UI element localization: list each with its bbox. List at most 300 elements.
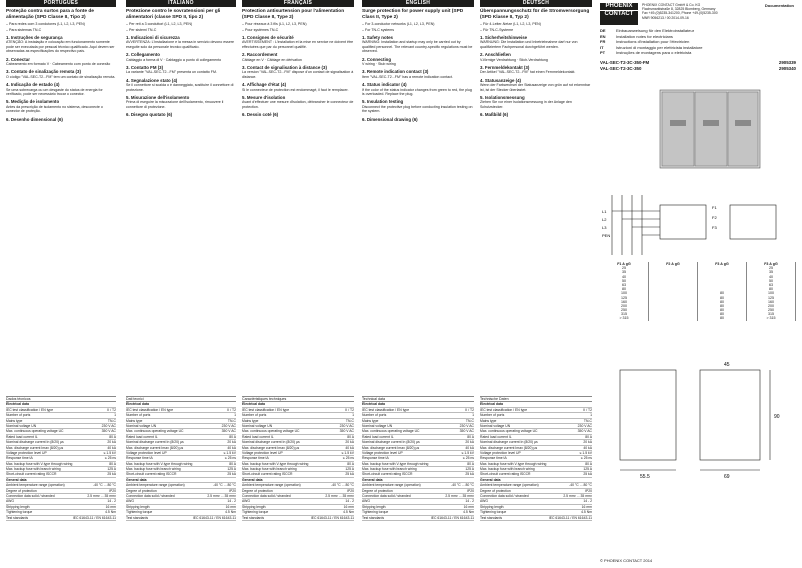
section-heading: 4. Status indicator (4)	[362, 82, 407, 88]
section-heading: 1. Instruções de segurança	[6, 35, 63, 40]
tech-table-title: Dados técnicos	[6, 396, 116, 402]
fuse-cell: > 315	[600, 316, 649, 320]
row-label: Number of ports	[362, 413, 387, 418]
row-label: Max. discharge current Imax (8/20) µs	[480, 445, 538, 450]
table-row	[6, 516, 116, 521]
row-label: Test standards	[242, 515, 265, 520]
row-value: 14 - 2	[107, 499, 116, 504]
lang-text: Einbauanweisung für den Elektroinstallateur	[616, 28, 695, 33]
section-heading: 4. Indicação de estado (4)	[6, 82, 60, 88]
tech-table-en	[362, 392, 474, 521]
section-text: Se uma sobrecarga ou um desgaste do status de energia for verificado, pode ser necessário trocar o conector.	[6, 87, 103, 97]
fuse-cell: 315	[747, 312, 796, 316]
section-heading: 2. Collegamento	[126, 52, 160, 58]
section-heading: 1. Consignes de sécurité	[242, 35, 294, 40]
row-label: Stripping length	[362, 504, 386, 509]
row-value: IEC 61643-11 / EN 61643-11	[72, 515, 116, 520]
row-value: 1	[472, 413, 474, 418]
fuse-cell: 80	[600, 287, 649, 291]
fuse-cell: 40	[747, 275, 796, 279]
row-label: AWG	[362, 499, 370, 504]
row-value: II / T2	[465, 407, 474, 412]
row-label: Short-circuit current rating ISCCR	[362, 472, 413, 477]
lang-text: Installation notes for electricians	[616, 33, 673, 39]
intro-line: – Per sistemi TN-C	[126, 27, 157, 32]
row-label: AWG	[126, 499, 134, 504]
column-english	[362, 0, 474, 122]
label-f3: F3	[712, 225, 717, 230]
row-value: 80 A	[585, 461, 592, 466]
row-label: Max. continuous operating voltage UC	[242, 429, 300, 434]
tech-table-pt	[6, 392, 116, 521]
section-heading: 5. Mesure d'isolation	[242, 95, 286, 101]
tech-table-title: Dati tecnici	[126, 396, 236, 402]
section-heading: 5. Insulation testing	[362, 99, 404, 105]
row-value: 1	[352, 413, 354, 418]
section-title: Surge protection for power supply unit (SPD Class II, Type 2)	[362, 9, 464, 20]
row-label: Response time tA	[242, 456, 269, 461]
row-label: Max. backup fuse with branch wiring	[6, 467, 61, 472]
row-value: 4.5 Nm	[343, 510, 354, 515]
fuse-cell: 80	[698, 312, 747, 316]
row-value: 25 kA	[107, 472, 116, 477]
row-label: Max. backup fuse with V-type through wiring	[480, 461, 547, 466]
row-value: 16 mm	[343, 504, 354, 509]
row-value: 16 mm	[105, 504, 116, 509]
section-heading: 2. Anschließen	[480, 52, 511, 58]
dim-width: 55.5	[640, 474, 650, 480]
row-label: Nominal discharge current In (8/20) µs	[242, 440, 300, 445]
row-value: 16 mm	[581, 504, 592, 509]
fuse-cell: 25	[600, 266, 649, 270]
intro-line: – Para redes com 3 condutores (L1, L2, L3, PEN)	[6, 22, 85, 27]
section-text: V wiring · Stub wiring	[362, 62, 396, 67]
doc-label: Documentation	[764, 3, 794, 8]
row-label: Max. backup fuse with V-type through wiring	[362, 461, 429, 466]
table-row	[480, 516, 592, 521]
section-text: Item "VAL-SEC-T2...FM" has a remote indication contact.	[362, 74, 453, 79]
row-label: Tightening torque	[6, 510, 33, 515]
row-value: 20 kA	[465, 440, 474, 445]
lang-code: PT	[600, 50, 606, 56]
row-label: Rated load current IL	[362, 434, 394, 439]
row-label: Nominal discharge current In (8/20) µs	[480, 440, 538, 445]
row-label: General data	[126, 477, 147, 482]
row-label: General data	[362, 477, 383, 482]
tech-table-title: Technische Daten	[480, 396, 592, 402]
row-value: 20 kA	[345, 440, 354, 445]
row-label: Test standards	[126, 515, 149, 520]
section-heading: 5. Misurazione dell'isolamento	[126, 95, 190, 101]
section-text: O código "VAL-SEC-T2...FM" tem um contato de sinalização remota.	[6, 74, 116, 79]
section-heading: 5. Medição de isolamento	[6, 99, 60, 105]
row-label: Tightening torque	[126, 510, 153, 515]
dimensional-drawing	[600, 340, 796, 550]
table-row	[242, 516, 354, 521]
fuse-table	[600, 262, 796, 321]
row-value: TN-C	[345, 418, 354, 423]
section-text: La version "VAL-SEC-T2...FM" dispose d'un contact de signalisation à distance.	[242, 70, 354, 79]
lang-header: DEUTSCH	[480, 0, 592, 7]
section-text: Disconnect the protective plug before conducting insulation testing on the system.	[362, 104, 473, 114]
row-label: Max. discharge current Imax (8/20) µs	[6, 445, 64, 450]
fuse-cell: 40	[600, 275, 649, 279]
lang-code: DE	[600, 28, 606, 33]
row-value: 40 kA	[107, 445, 116, 450]
section-heading: 4. Statusanzeige (4)	[480, 77, 521, 83]
row-label: Ambient temperature range (operation)	[362, 483, 421, 488]
row-label: Mains type	[362, 418, 379, 423]
row-value: 2.5 mm² ... 35 mm²	[445, 494, 474, 499]
row-value: 4.5 Nm	[581, 510, 592, 515]
fuse-cell: 80	[698, 291, 747, 295]
section-text: Der Artikel "VAL-SEC-T2...FM" hat einen Fernmeldekontakt.	[480, 70, 576, 75]
row-label: Electrical data	[6, 402, 29, 407]
row-value: 40 kA	[345, 445, 354, 450]
row-label: Max. backup fuse with branch wiring	[126, 467, 181, 472]
section-heading: 3. Fernmeldekontakt (3)	[480, 65, 530, 71]
row-value: ≤ 25 ns	[104, 456, 116, 461]
row-value: 2.5 mm² ... 35 mm²	[207, 494, 236, 499]
row-label: IEC test classification / EN type	[242, 407, 290, 412]
row-label: Voltage protection level UP	[126, 450, 167, 455]
spd-box	[660, 205, 706, 239]
copyright: © PHOENIX CONTACT 2014	[600, 558, 653, 563]
section-text: Se il connettore si scalda o è danneggiato, sostituire il connettore di protezione.	[126, 83, 234, 92]
row-label: Mains type	[6, 418, 23, 423]
tech-rows	[126, 402, 236, 521]
row-value: ≤ 1.5 kV	[341, 450, 354, 455]
row-label: Nominal discharge current In (8/20) µs	[126, 440, 184, 445]
row-label: IEC test classification / EN type	[362, 407, 410, 412]
intro-line: – Para sistemas TN-C	[6, 27, 42, 32]
lang-code: EN	[600, 33, 606, 39]
table-row	[362, 516, 474, 521]
section-text: V-förmige Verdrahtung · Stich-Verdrahtung	[480, 57, 548, 62]
tech-table-it	[126, 392, 236, 521]
row-label: Connection data solid / stranded	[480, 494, 529, 499]
section-heading: 4. Affichage d'état (4)	[242, 82, 287, 88]
row-value: ≤ 1.5 kV	[103, 450, 116, 455]
row-label: Nominal voltage UN	[242, 423, 273, 428]
product-name: VAL-SEC-T2-3C-350	[600, 66, 642, 71]
section-text: WARNING: Installation and startup may only be carried out by qualified personnel. The relevant country-specific regulations must be observed.	[362, 40, 473, 54]
device-module	[662, 92, 694, 166]
row-label: Stripping length	[480, 504, 504, 509]
row-label: Mains type	[126, 418, 143, 423]
row-label: Nominal voltage UN	[6, 423, 37, 428]
section-text: Ziehen Sie vor einer Isolationsmessung in der Anlage den Schutzstecker.	[480, 100, 572, 109]
row-label: Tightening torque	[242, 510, 269, 515]
column-portuguese	[6, 0, 116, 122]
fuse-cell: 80	[698, 296, 747, 300]
row-value: 125 A	[345, 467, 354, 472]
fuse-cell: 80	[698, 300, 747, 304]
section-text: AVVERTENZA: L'installazione e la messa in servizio devono essere eseguite solo da personale tecnico qualificato.	[126, 40, 235, 49]
section-title: Überspannungsschutz für die Stromversorgung (SPD Klasse II, Typ 2)	[480, 9, 590, 20]
row-label: Response time tA	[480, 456, 507, 461]
row-value: 230 V AC	[221, 423, 236, 428]
section-heading: 6. Desenho dimensional (6)	[6, 116, 63, 122]
front-view	[620, 370, 676, 460]
row-label: Max. backup fuse with branch wiring	[480, 467, 535, 472]
fuse-cell: 160	[747, 300, 796, 304]
section-heading: 2. Conectar	[6, 56, 30, 62]
row-label: Connection data solid / stranded	[362, 494, 411, 499]
row-value: 20 kA	[107, 440, 116, 445]
row-label: Max. discharge current Imax (8/20) µs	[362, 445, 420, 450]
row-label: Degree of protection	[6, 488, 37, 493]
row-label: Short-circuit current rating ISCCR	[480, 472, 531, 477]
fuse-cell: 35	[600, 270, 649, 274]
row-label: Stripping length	[242, 504, 266, 509]
section-text: Wenn der Farbwechsel der Statusanzeige von grün auf rot erkennbar ist, ist der Stecker überlastet.	[480, 83, 591, 92]
logo-top: PHOENIX	[605, 3, 633, 9]
row-label: Nominal discharge current In (8/20) µs	[362, 440, 420, 445]
intro-line: – Für 4-Leiter-Netze (L1, L2, L3, PEN)	[480, 22, 541, 27]
row-value: ≤ 1.5 kV	[461, 450, 474, 455]
row-label: Tightening torque	[480, 510, 507, 515]
tech-rows	[242, 402, 354, 521]
section-heading: 1. Indicazioni di sicurezza	[126, 35, 180, 40]
fuse-cell: 250	[600, 308, 649, 312]
section-heading: 1. Sicherheitshinweise	[480, 35, 528, 40]
product-list	[600, 60, 796, 72]
row-value: II / T2	[583, 407, 592, 412]
lang-header: PORTUGUÊS	[6, 0, 116, 7]
row-value: 4.5 Nm	[105, 510, 116, 515]
row-value: 125 A	[107, 467, 116, 472]
row-value: ≤ 25 ns	[462, 456, 474, 461]
section-heading: 4. Segnalazione stato (4)	[126, 77, 178, 83]
row-value: -40 °C ... 80 °C	[451, 483, 474, 488]
row-label: Mains type	[242, 418, 259, 423]
section-text: AVERTISSEMENT : L'installation et la mise en service ne doivent être effectuées que par du personnel qualifié.	[242, 40, 354, 49]
fuse-cell: 35	[747, 270, 796, 274]
row-label: Test standards	[362, 515, 385, 520]
company-name: PHOENIX CONTACT GmbH & Co. KG	[642, 3, 701, 7]
row-label: Short-circuit current rating ISCCR	[242, 472, 293, 477]
row-value: 230 V AC	[339, 423, 354, 428]
dim-offset: 45	[724, 362, 730, 368]
row-value: 14 - 2	[465, 499, 474, 504]
row-value: 1	[114, 413, 116, 418]
intro-line: – For TN-C systems	[362, 27, 395, 32]
section-heading: 6. Dessin coté (6)	[242, 112, 279, 118]
company-phone: Fax +49-(0)5235-341200, Phone +49-(0)5235-300	[642, 11, 718, 16]
label-l2: L2	[602, 217, 607, 222]
row-label: Rated load current IL	[480, 434, 512, 439]
row-value: -40 °C ... 80 °C	[569, 483, 592, 488]
row-label: Number of ports	[6, 413, 31, 418]
row-label: Ambient temperature range (operation)	[480, 483, 539, 488]
fuse-header: F3 A gG	[747, 262, 796, 266]
row-value: 80 A	[585, 434, 592, 439]
row-value: -40 °C ... 80 °C	[93, 483, 116, 488]
row-label: Max. continuous operating voltage UC	[126, 429, 184, 434]
row-value: 80 A	[467, 434, 474, 439]
lang-text: Istruzioni di montaggio per elettricista installatore	[616, 44, 703, 50]
row-value: 230 V AC	[101, 423, 116, 428]
dim-depth: 69	[724, 474, 730, 480]
row-value: 125 A	[583, 467, 592, 472]
lang-header: ITALIANO	[126, 0, 236, 7]
tech-table-de	[480, 392, 592, 521]
tech-table-title: Caractéristiques techniques	[242, 396, 354, 402]
row-label: Test standards	[480, 515, 503, 520]
row-label: Connection data solid / stranded	[242, 494, 291, 499]
row-value: IEC 61643-11 / EN 61643-11	[430, 515, 474, 520]
label-f2: F2	[712, 215, 717, 220]
section-text: Antes da prescrição de isolamento no sistema, desconecte o conector de proteção.	[6, 104, 103, 114]
lang-text: Instruções de montagens para o eletricista	[616, 50, 692, 56]
row-label: Test standards	[6, 515, 29, 520]
row-label: Nominal discharge current In (8/20) µs	[6, 440, 64, 445]
row-label: Number of ports	[126, 413, 151, 418]
row-label: Voltage protection level UP	[480, 450, 521, 455]
row-value: TN-C	[465, 418, 474, 423]
tech-rows	[6, 402, 116, 521]
row-value: 80 A	[229, 434, 236, 439]
fuse-cell: 63	[747, 283, 796, 287]
spd-box	[730, 205, 776, 239]
fuse-cell	[649, 316, 698, 320]
row-value: IEC 61643-11 / EN 61643-11	[310, 515, 354, 520]
section-heading: 1. Safety notes	[362, 35, 393, 40]
row-value: TN-C	[107, 418, 116, 423]
row-label: Max. continuous operating voltage UC	[362, 429, 420, 434]
section-heading: 6. Dimensional drawing (6)	[362, 116, 418, 122]
row-label: Degree of protection	[242, 488, 273, 493]
fuse-header: F3 A gG	[698, 262, 747, 266]
fuse-header: F2 A gG	[649, 262, 698, 266]
row-label: Connection data solid / stranded	[126, 494, 175, 499]
fuse-cell: 125	[747, 296, 796, 300]
row-label: General data	[6, 477, 27, 482]
column-french	[242, 0, 354, 118]
fuse-cell: 80	[698, 308, 747, 312]
fuse-cell: 200	[600, 304, 649, 308]
row-value: 80 A	[109, 461, 116, 466]
fuse-cell: 50	[747, 279, 796, 283]
row-label: Stripping length	[126, 504, 150, 509]
column-german	[480, 0, 592, 118]
company-address	[642, 3, 742, 20]
fuse-cell: 200	[747, 304, 796, 308]
row-value: TN-C	[583, 418, 592, 423]
tech-table-title: Technical data	[362, 396, 474, 402]
section-title: Proteção contra surtos para a fonte de alimentação (SPD Classe II, Tipo 2)	[6, 9, 94, 20]
section-text: ATENÇÃO: A instalação e colocação em funcionamento somente pode ser executada por pessoal técnico qualificado. Aqui devem ser observadas as especificações do respectivo país.	[6, 40, 115, 54]
row-value: 350 V AC	[459, 429, 474, 434]
row-value: 25 kA	[227, 472, 236, 477]
doc-number: MNR 9056213 / 00 2014-09-16	[642, 15, 689, 20]
section-heading: 5. Isolationsmessung	[480, 95, 525, 101]
row-value: IP20	[467, 488, 474, 493]
status-window	[703, 120, 719, 126]
company-street: Flachsmarktstraße 8, 32825 Blomberg, Germany	[642, 7, 716, 12]
row-label: Max. backup fuse with branch wiring	[362, 467, 417, 472]
row-label: Nominal voltage UN	[362, 423, 393, 428]
intro-line: – Pour systèmes TN-C	[242, 27, 279, 32]
row-value: 25 kA	[465, 472, 474, 477]
row-value: 4.5 Nm	[225, 510, 236, 515]
row-value: -40 °C ... 80 °C	[331, 483, 354, 488]
section-heading: 3. Contatto FM (3)	[126, 65, 164, 71]
row-value: II / T2	[107, 407, 116, 412]
status-window	[735, 120, 751, 126]
section-text: Avant d'effectuer une mesure d'isolation, débrancher le connecteur de protection.	[242, 100, 354, 109]
product-line	[600, 66, 796, 72]
row-value: 40 kA	[583, 445, 592, 450]
row-value: ≤ 25 ns	[224, 456, 236, 461]
section-heading: 3. Contact de signalisation à distance (3)	[242, 65, 327, 71]
row-label: Degree of protection	[126, 488, 157, 493]
row-label: Nominal voltage UN	[126, 423, 157, 428]
row-label: Rated load current IL	[6, 434, 38, 439]
row-value: II / T2	[345, 407, 354, 412]
side-view	[700, 370, 760, 460]
row-value: 80 A	[109, 434, 116, 439]
row-label: Number of ports	[242, 413, 267, 418]
intro-line: – Für TN-C-Systeme	[480, 27, 514, 32]
section-text: WARNUNG: Die Installation und Inbetriebnahme darf nur von qualifiziertem Fachpersonal durchgeführt werden.	[480, 40, 578, 49]
row-value: 1	[234, 413, 236, 418]
table-row	[126, 516, 236, 521]
row-label: Response time tA	[6, 456, 33, 461]
row-label: Rated load current IL	[242, 434, 274, 439]
logo-bottom: CONTACT	[600, 10, 638, 18]
row-value: IP20	[585, 488, 592, 493]
device-module	[728, 92, 758, 166]
language-list	[600, 28, 796, 56]
section-heading: 2. Raccordement	[242, 52, 278, 58]
device-module	[695, 92, 727, 166]
row-value: 350 V AC	[221, 429, 236, 434]
tech-table-fr	[242, 392, 354, 521]
row-label: Max. backup fuse with V-type through wiring	[126, 461, 193, 466]
fuse-cell: 50	[600, 279, 649, 283]
row-value: 80 A	[467, 461, 474, 466]
section-text: If the color of the status indicator changes from green to red, the plug is overloaded. Replace the plug.	[362, 87, 472, 97]
dim-height: 90	[774, 414, 780, 420]
column-italian	[126, 0, 236, 118]
row-label: Response time tA	[126, 456, 153, 461]
section-text: La variante "VAL-SEC-T2...FM" presenta un contatto FM.	[126, 70, 217, 75]
fuse-cell: 315	[600, 312, 649, 316]
lang-text: Instructions d'installation pour l'électricien	[616, 39, 690, 45]
row-value: 125 A	[465, 467, 474, 472]
row-label: Ambient temperature range (operation)	[126, 483, 185, 488]
row-label: Voltage protection level UP	[6, 450, 47, 455]
row-label: Max. backup fuse with V-type through wiring	[6, 461, 73, 466]
status-window	[670, 120, 686, 126]
fuse-cell: 100	[747, 291, 796, 295]
device-illustration	[640, 80, 790, 180]
fuse-header: F1 A gG	[600, 262, 649, 266]
row-label: Max. discharge current Imax (8/20) µs	[126, 445, 184, 450]
row-value: 80 A	[229, 461, 236, 466]
fuse-cell: 250	[747, 308, 796, 312]
fuse-cell: 80	[747, 287, 796, 291]
fuse-cell: 80	[698, 304, 747, 308]
row-label: Short-circuit current rating ISCCR	[126, 472, 177, 477]
row-value: 20 kA	[227, 440, 236, 445]
row-label: Nominal voltage UN	[480, 423, 511, 428]
row-value: IEC 61643-11 / EN 61643-11	[192, 515, 236, 520]
row-value: 2.5 mm² ... 35 mm²	[325, 494, 354, 499]
row-label: AWG	[242, 499, 250, 504]
